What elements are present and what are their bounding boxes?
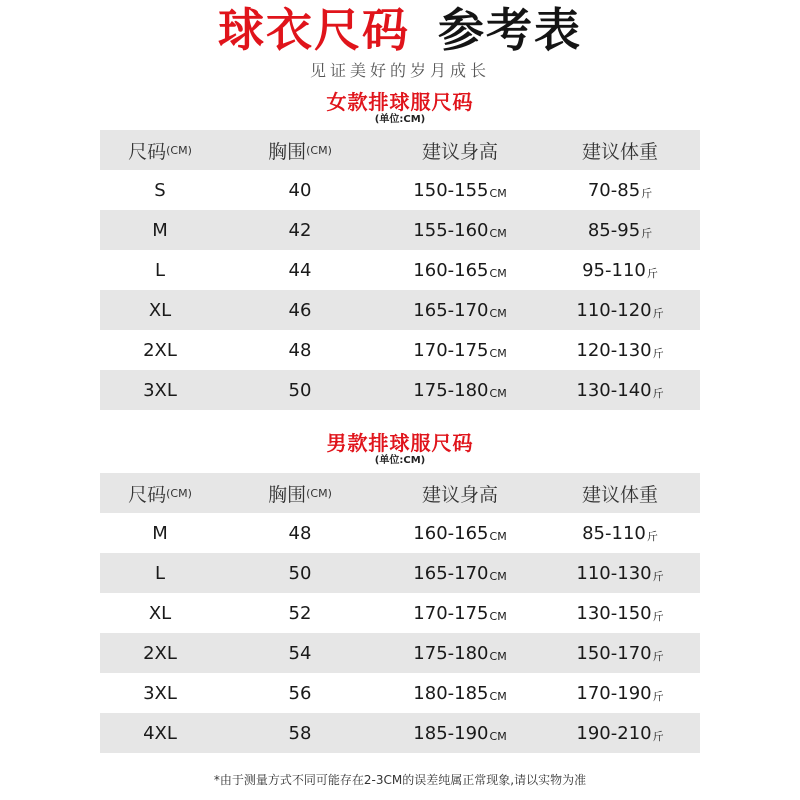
header-chest: 胸围 (CM)	[268, 483, 332, 506]
size-cell: M	[152, 219, 168, 241]
table-row	[100, 673, 700, 713]
chest-cell: 56	[288, 682, 312, 704]
header-height: 建议身高	[421, 483, 498, 506]
footnote: *由于测量方式不同可能存在2-3CM的误差纯属正常现象,请以实物为准	[213, 773, 587, 787]
size-cell: L	[154, 562, 166, 584]
height-cell: 175-180 CM	[413, 379, 507, 401]
height-cell: 165-170 CM	[413, 299, 507, 321]
size-cell: 2XL	[143, 339, 177, 361]
page-title-red: 球衣尺码	[218, 3, 410, 57]
size-cell: XL	[148, 602, 172, 624]
chest-cell: 48	[288, 339, 312, 361]
table-row	[100, 513, 700, 553]
weight-cell: 85-110 斤	[582, 522, 658, 544]
header-chest: 胸围 (CM)	[268, 140, 332, 163]
weight-cell: 130-140 斤	[576, 379, 664, 401]
height-cell: 155-160 CM	[413, 219, 507, 241]
men-section-title: 男款排球服尺码	[326, 431, 474, 455]
height-cell: 170-175 CM	[413, 602, 507, 624]
height-cell: 160-165 CM	[413, 259, 507, 281]
weight-cell: 150-170 斤	[576, 642, 664, 664]
weight-cell: 70-85 斤	[587, 179, 653, 201]
women-section-unit: (单位:CM)	[374, 114, 426, 125]
weight-cell: 110-120 斤	[576, 299, 664, 321]
page-title-black: 参考表	[438, 3, 582, 57]
women-section-title: 女款排球服尺码	[326, 90, 474, 114]
size-cell: 2XL	[143, 642, 177, 664]
weight-cell: 95-110 斤	[582, 259, 658, 281]
chest-cell: 40	[288, 179, 312, 201]
page-subtitle: 见证美好的岁月成长	[309, 61, 490, 80]
weight-cell: 170-190 斤	[576, 682, 664, 704]
table-row	[100, 250, 700, 290]
weight-cell: 120-130 斤	[576, 339, 664, 361]
size-cell: L	[154, 259, 166, 281]
table-row	[100, 713, 700, 753]
chest-cell: 58	[288, 722, 312, 744]
size-cell: M	[152, 522, 168, 544]
size-cell: XL	[148, 299, 172, 321]
height-cell: 170-175 CM	[413, 339, 507, 361]
height-cell: 180-185 CM	[413, 682, 507, 704]
height-cell: 175-180 CM	[413, 642, 507, 664]
weight-cell: 110-130 斤	[576, 562, 664, 584]
table-header-row	[100, 130, 700, 170]
table-row	[100, 593, 700, 633]
height-cell: 165-170 CM	[413, 562, 507, 584]
height-cell: 160-165 CM	[413, 522, 507, 544]
chest-cell: 50	[288, 562, 312, 584]
header-weight: 建议体重	[581, 140, 658, 163]
table-row	[100, 170, 700, 210]
men-size-table	[100, 473, 700, 753]
size-cell: 4XL	[143, 722, 177, 744]
header-size: 尺码 (CM)	[128, 140, 192, 163]
header-size: 尺码 (CM)	[128, 483, 192, 506]
table-row	[100, 330, 700, 370]
size-cell: 3XL	[143, 379, 177, 401]
women-size-table	[100, 130, 700, 410]
weight-cell: 190-210 斤	[576, 722, 664, 744]
chest-cell: 54	[288, 642, 312, 664]
chest-cell: 48	[288, 522, 312, 544]
table-row	[100, 210, 700, 250]
chest-cell: 46	[288, 299, 312, 321]
table-header-row	[100, 473, 700, 513]
table-row	[100, 553, 700, 593]
size-cell: 3XL	[143, 682, 177, 704]
men-section-unit: (单位:CM)	[374, 455, 426, 466]
header-height: 建议身高	[421, 140, 498, 163]
chest-cell: 52	[288, 602, 312, 624]
height-cell: 150-155 CM	[413, 179, 507, 201]
weight-cell: 130-150 斤	[576, 602, 664, 624]
chest-cell: 50	[288, 379, 312, 401]
table-row	[100, 290, 700, 330]
table-row	[100, 633, 700, 673]
table-row	[100, 370, 700, 410]
chest-cell: 44	[288, 259, 312, 281]
header-weight: 建议体重	[581, 483, 658, 506]
chest-cell: 42	[288, 219, 312, 241]
weight-cell: 85-95 斤	[587, 219, 653, 241]
size-cell: S	[154, 179, 166, 201]
page-title	[0, 2, 800, 58]
height-cell: 185-190 CM	[413, 722, 507, 744]
